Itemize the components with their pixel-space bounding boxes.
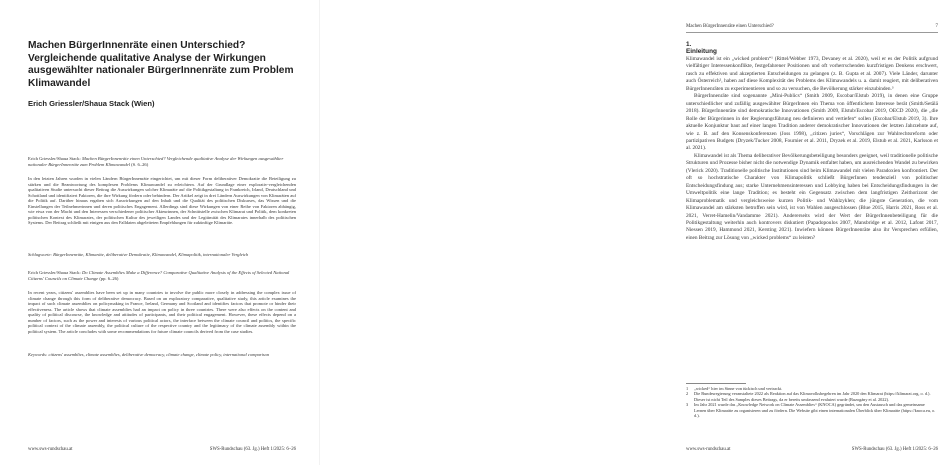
citation-german-title: Machen BürgerInnenräte einen Unterschied? Vergleichende qualitative Analyse der Wirkungen ausgewählter nationaler BürgerInnenräte zum Problem Klimawandel (28, 156, 284, 167)
citation-german-pages: (S. 6–26) (131, 161, 149, 167)
paragraph-3: Klimawandel ist als Thema deliberativer Bevölkerungsbeteiligung besonders geeignet, weil traditionelle politische Strukturen und Prozesse bisher nicht die notwendige Dynamik entfaltet haben, um ausreichenden Wandel zu bewirken (Vlerick 2020). Traditionelle politische Institutionen sind beim Klimawandel mit vielen Paradoxien konfrontiert. Der oft so hochstratische Charakter von Klimapolitik schließt BürgerInnen tendenziell von politischer Entscheidungsfindung aus; starke Unternehmensinteressen und Lobbying haben bei Entscheidungsfindungen in der Umweltpolitik eine lange Tradition; es besteht ein Gegensatz zwischen dem langfristigen Zeithorizont der Klimaproblematik und vergleichsweise kurzen Politik- und Wahlzyklen; die jüngste Generation, die vom Klimawandel am stärksten betroffen sein wird, ist von Wahlen ausgeschlossen (Blue 2015, Harris 2021, Ross et al. 2021, Verret-Hamelin/Vandamme 2021). Andererseits wird der Wert der BürgerInnenbeteiligung für die Politikgestaltung weiterhin auch kontrovers diskutiert (Papadopoulos 2007, Mansbridge et al. 2012, Lafont 2017, Niessen 2019, Hammond 2021, Kersting 2021). Inwiefern können BürgerInnenräte also ihr Versprechen erfüllen, einen Beitrag zur Lösung von „wicked problems“ zu leisten? (686, 152, 938, 241)
running-head-title: Machen BürgerInnenräte einen Unterschied? (686, 24, 774, 29)
footnote (686, 391, 938, 402)
footnote-number: 3 (686, 402, 689, 408)
abstract-german: In den letzten Jahren wurden in vielen Ländern BürgerInnenräte eingerichtet, um mit dieser Form deliberativer Demokratie die Beteiligung zu stärken und die Beantwortung des komplexen Problems Klimawandel zu erleichtern. Auf der Grundlage einer explorativ-vergleichenden qualitativen Studie untersucht dieser Beitrag die Auswirkungen solcher Klimaräte auf die Politikgestaltung in Frankreich, Irland, Deutschland und Schottland und identifiziert Faktoren, die ihre Wirkung fördern oder behindern. Der Artikel zeigt in drei Ländern Auswirkungen von Klimaräten auf die Politik auf. Darüber hinaus ergaben sich Auswirkungen auf den Inhalt und die Qualität des politischen Diskurses, das Wissen und die Einstellungen der Teilnehmerinnen und deren politisches Engagement. Allerdings sind diese Wirkungen von einer Reihe von Faktoren abhängig, wie etwa von der Macht und den Interessen verschiedener politischer Akteurinnen, der Schnittstelle zwischen Klimarat und Politik, dem konkreten politischen Kontext des Klimarates, der politischen Kultur des jeweiligen Landes und der Legitimität des Klimarates innerhalb des politischen Systems. Der Beitrag schließt mit einigen aus den Falldaten abgeleiteten Empfehlungen für zukünftige Klimaräte. (28, 176, 296, 226)
right-footer-journal: SWS-Rundschau (63. Jg.) Heft 1/2025: 6–26 (851, 447, 938, 452)
footnote-text: Im Jahr 2021 wurde das „Knowledge Network on Climate Assemblies“ (KNOCA) gegründet, um den Austausch und das gemeinsame Lernen über Klimaräte zu organisieren und zu fördern. Die Website gibt einen internationalen Überblick über Klimaräte (https://knoca.eu, o. d.). (694, 402, 936, 419)
citation-german-authors: Erich Griessler/Shaua Stack: (28, 156, 82, 161)
footnote-text: „wicked“ hier im Sinne von tückisch und vertrackt. (694, 386, 783, 391)
right-page (320, 0, 938, 465)
page-number: 7 (935, 24, 938, 29)
paragraph-1: Klimawandel ist ein „wicked problem“¹ (Rittel/Webber 1973, Devaney et al. 2020), weil er es der Politik aufgrund vielfältiger Interessenkonflikte, festgefahrener Positionen und oft vorherrschenden kurzfristigen Denkens erschwert, rasch zu effektiven und akzeptierten Entscheidungen zu gelangen (z. B. Gupta et al. 2007). Viele Länder, darunter auch Österreich², haben auf diese Komplexität des Problems des Klimawandels u. a. damit reagiert, mit deliberativen BürgerInnenräten zu experimentieren und so zu versuchen, die Bevölkerung stärker einzubinden.³ (686, 56, 938, 92)
citation-german (28, 156, 296, 167)
footnote (686, 402, 938, 418)
article-title: Machen BürgerInnenräte einen Unterschied? Vergleichende qualitative Analyse der Wirkungen ausgewählter nationaler BürgerInnenräte zum Problem Klimawandel (28, 40, 294, 89)
footnotes (686, 386, 938, 419)
right-footer (686, 447, 938, 452)
footnote-rule (686, 383, 746, 384)
keywords-german: Schlagworte: BürgerInnenräte, Klimaräte, deliberative Demokratie, Klimawandel, Klimapolitik, internationaler Vergleich (28, 252, 249, 257)
section-heading: 1. Einleitung (686, 41, 717, 55)
body-text (686, 56, 938, 242)
right-footer-website[interactable]: www.sws-rundschau.at (686, 447, 731, 452)
footnote-number: 2 (686, 391, 689, 397)
footnote-text: Die Bundesregierung veranstaltete 2022 als Reaktion auf das Klimavolksbegehren im Jahr 2020 den Klimarat (https://klimarat.org, o. d.). Dieser ist nicht Teil des Samples dieses Beitrags, da er bereits umfassend evaluiert wurde (Buzogány et al. 2022). (694, 391, 931, 402)
article-authors: Erich Griessler/Shaua Stack (Wien) (28, 99, 155, 108)
paragraph-2: BürgerInnenräte sind sogenannte „Mini-Publics“ (Smith 2009, Escobar/Elstub 2019), in denen eine Gruppe unterschiedlicher und zufällig ausgewählter BürgerInnen ein Thema von öffentlichem Interesse berät (Smith/Setälä 2018). BürgerInnenräte sind demokratische Innovationen (Smith 2009, Elstub/Escobar 2019, OECD 2020), die „die Rolle der Bürgerinnen in der Regierungsführung neu definieren und vertiefen“ sollen (Escobar/Elstub 2019, 3). Ihre aktuelle Konjunktur baut auf einer langen Tradition anderer demokratischer Innovationen der letzten Jahrzehnte auf, wie z. B. auf den Konsenskonferenzen (Joss 1998), „citizen juries“, Vorschlägen zur Wahlrechtsreform oder partizipativen Budgets (Dryzek/Tucker 2008, Fournier et al. 2011, Dryzek et al. 2019, Elstub et al. 2021, Karlsson et al. 2021). (686, 93, 938, 152)
citation-english-title: Do Climate Assemblies Make a Difference? Comparative Qualitative Analysis of the Effects of Selected National Citizens' Councils on Climate Change (28, 270, 290, 281)
running-header (686, 24, 938, 33)
keywords-english: Keywords: citizens' assemblies, climate assemblies, deliberative democracy, climate change, climate policy, international comparison (28, 352, 270, 357)
citation-english (28, 270, 296, 281)
left-footer (28, 447, 296, 452)
left-page (0, 0, 320, 465)
footnote-number: 1 (686, 386, 689, 391)
citation-english-pages: (pp. 6–26) (99, 275, 119, 281)
citation-english-authors: Erich Griessler/Shaua Stack: (28, 270, 82, 275)
left-footer-website[interactable]: www.sws-rundschau.at (28, 447, 73, 452)
abstract-english: In recent years, citizens' assemblies have been set up in many countries to involve the public more closely in addressing the complex issue of climate change through this form of deliberative democracy. Based on an exploratory comparative, qualitative study, this article examines the impact of such climate assemblies on policymaking in France, Ireland, Germany and Scotland and identifies factors that promote or hinder their effectiveness. The article shows that climate assemblies had an impact on policy in three countries. There were also effects on the content and quality of political discourse, the knowledge and attitudes of participants, and their political engagement. However, these effects depend on a number of factors, such as the power and interests of various political actors, the interface between the climate council and politics, the specific political context of the climate assembly, the political culture of the respective country and the legitimacy of the climate assembly within the political system. The article concludes with some recommendations for future climate councils derived from the case studies. (28, 290, 296, 334)
left-footer-journal: SWS-Rundschau (63. Jg.) Heft 1/2025: 6–26 (209, 447, 296, 452)
